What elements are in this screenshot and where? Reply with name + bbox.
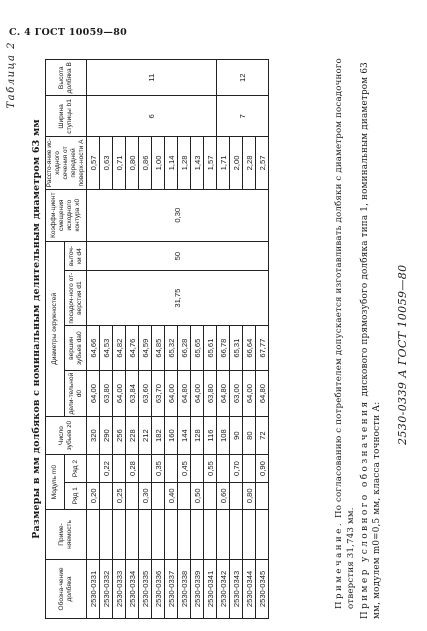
- designation-cell: 2530-0331: [87, 559, 100, 618]
- module-row1-cell: 0,20: [87, 482, 100, 509]
- distance-cell: 2,28: [243, 137, 256, 189]
- hub-width-cell: 7: [217, 96, 269, 137]
- bore-diameter-cell: 31,75: [87, 271, 269, 326]
- tip-diameter-cell: 64,82: [113, 325, 126, 370]
- teeth-cell: 90: [230, 416, 243, 455]
- distance-cell: 1,71: [217, 137, 230, 189]
- application-cell: [178, 509, 191, 559]
- pitch-diameter-cell: 63,80: [204, 371, 217, 416]
- module-row2-cell: 0,22: [100, 455, 113, 482]
- tip-diameter-cell: 66,78: [217, 325, 230, 370]
- recess-diameter-cell: 50: [87, 241, 269, 271]
- module-row2-cell: [139, 455, 152, 482]
- pitch-diameter-cell: 64,80: [178, 371, 191, 416]
- distance-cell: 0,63: [100, 137, 113, 189]
- table-caption: Размеры в мм долбяков с номинальным делительным диаметром 63 мм: [31, 119, 42, 539]
- pitch-diameter-cell: 64,00: [165, 371, 178, 416]
- header-distance: Рассто-яние ис-ходного сечения от передней поверх-ности A: [46, 138, 85, 188]
- designation-cell: 2530-0338: [178, 559, 191, 618]
- application-cell: [230, 509, 243, 559]
- tip-diameter-cell: 64,76: [126, 325, 139, 370]
- pitch-diameter-cell: 64,80: [256, 371, 269, 416]
- distance-cell: 0,57: [87, 137, 100, 189]
- table-row: [165, 60, 178, 619]
- designation-cell: 2530-0339: [191, 559, 204, 618]
- table-row: [113, 60, 126, 619]
- hub-width-cell: 6: [87, 96, 217, 137]
- application-cell: [165, 509, 178, 559]
- header-tip-diameter: вершин зубьев da0: [65, 325, 87, 370]
- designation-cell: 2530-0336: [152, 559, 165, 618]
- teeth-cell: 320: [87, 416, 100, 455]
- tip-diameter-cell: 64,66: [87, 325, 100, 370]
- header-diameters: Диаметры окружностей: [46, 241, 65, 416]
- tip-diameter-cell: 65,61: [204, 325, 217, 370]
- header-teeth: Число зубьев z0: [46, 416, 87, 455]
- designation-cell: 2530-0332: [100, 559, 113, 618]
- header-bore-diameter: посадоч-ного от-верстия d1: [65, 271, 87, 326]
- table-row: [217, 60, 230, 619]
- header-coefficient: Коэффи-циент смещения исходного контура x0: [46, 189, 87, 241]
- header-module: Модуль m0: [46, 455, 65, 510]
- application-cell: [191, 509, 204, 559]
- tip-diameter-cell: 67,77: [256, 325, 269, 370]
- application-cell: [256, 509, 269, 559]
- teeth-cell: 290: [100, 416, 113, 455]
- module-row2-cell: 0,28: [126, 455, 139, 482]
- module-row1-cell: [204, 482, 217, 509]
- designation-cell: 2530-0344: [243, 559, 256, 618]
- dimensions-table: [45, 59, 269, 619]
- tip-diameter-cell: 65,32: [165, 325, 178, 370]
- teeth-cell: 144: [178, 416, 191, 455]
- designation-string: 2530-0339 А ГОСТ 10059—80: [396, 264, 409, 445]
- designation-example: [359, 59, 383, 619]
- page-header: С. 4 ГОСТ 10059—80: [9, 27, 128, 38]
- header-designation: Обозна-чение долбяка: [46, 559, 87, 618]
- table-row: [87, 60, 100, 619]
- pitch-diameter-cell: 63,84: [126, 371, 139, 416]
- pitch-diameter-cell: 64,00: [243, 371, 256, 416]
- header-height: Высота долбяка B: [46, 60, 87, 96]
- module-row2-cell: [165, 455, 178, 482]
- module-row1-cell: [100, 482, 113, 509]
- distance-cell: 1,14: [165, 137, 178, 189]
- distance-cell: 1,28: [178, 137, 191, 189]
- module-row1-cell: 0,25: [113, 482, 126, 509]
- pitch-diameter-cell: 64,00: [113, 371, 126, 416]
- pitch-diameter-cell: 63,00: [230, 371, 243, 416]
- rotated-content: [2, 35, 424, 625]
- module-row2-cell: [243, 455, 256, 482]
- application-cell: [217, 509, 230, 559]
- table-row: [191, 60, 204, 619]
- module-row1-cell: 0,60: [217, 482, 230, 509]
- module-row2-cell: 0,55: [204, 455, 217, 482]
- distance-cell: 2,57: [256, 137, 269, 189]
- note-lead: Примечание.: [334, 520, 344, 609]
- tip-diameter-cell: 64,85: [152, 325, 165, 370]
- teeth-cell: 212: [139, 416, 152, 455]
- example-text: дискового прямозубого долбяка типа 1, номинальным диаметром 63 мм, модулем m0=0,5 мм, класса точности А:: [360, 62, 382, 619]
- tip-diameter-cell: 66,64: [243, 325, 256, 370]
- pitch-diameter-cell: 64,00: [191, 371, 204, 416]
- teeth-cell: 108: [217, 416, 230, 455]
- header-row-2: Ряд 2: [65, 455, 87, 482]
- application-cell: [100, 509, 113, 559]
- header-recess-diameter: выточ-ки d4: [65, 241, 87, 271]
- distance-cell: 0,71: [113, 137, 126, 189]
- table-row: [139, 60, 152, 619]
- pitch-diameter-cell: 64,80: [217, 371, 230, 416]
- pitch-diameter-cell: 63,60: [139, 371, 152, 416]
- distance-cell: 1,57: [204, 137, 217, 189]
- teeth-cell: 128: [191, 416, 204, 455]
- designation-cell: 2530-0341: [204, 559, 217, 618]
- teeth-cell: 72: [256, 416, 269, 455]
- module-row1-cell: [256, 482, 269, 509]
- teeth-cell: 228: [126, 416, 139, 455]
- module-row1-cell: 0,30: [139, 482, 152, 509]
- teeth-cell: 80: [243, 416, 256, 455]
- module-row1-cell: 0,80: [243, 482, 256, 509]
- table-row: [100, 60, 113, 619]
- teeth-cell: 116: [204, 416, 217, 455]
- teeth-cell: 182: [152, 416, 165, 455]
- module-row1-cell: 0,50: [191, 482, 204, 509]
- module-row2-cell: [113, 455, 126, 482]
- pitch-diameter-cell: 63,70: [152, 371, 165, 416]
- distance-cell: 1,00: [152, 137, 165, 189]
- designation-cell: 2530-0334: [126, 559, 139, 618]
- module-row2-cell: [191, 455, 204, 482]
- pitch-diameter-cell: 64,00: [87, 371, 100, 416]
- module-row2-cell: 0,35: [152, 455, 165, 482]
- table-row: [178, 60, 191, 619]
- application-cell: [139, 509, 152, 559]
- table-row: [256, 60, 269, 619]
- coefficient-cell: 0,30: [87, 189, 269, 241]
- example-lead: Пример условного обозначения: [360, 399, 370, 619]
- tip-diameter-cell: 65,31: [230, 325, 243, 370]
- module-row1-cell: 0,40: [165, 482, 178, 509]
- application-cell: [87, 509, 100, 559]
- designation-cell: 2530-0343: [230, 559, 243, 618]
- table-row: [243, 60, 256, 619]
- distance-cell: 1,43: [191, 137, 204, 189]
- designation-cell: 2530-0333: [113, 559, 126, 618]
- distance-cell: 2,00: [230, 137, 243, 189]
- table-row: [126, 60, 139, 619]
- distance-cell: 0,86: [139, 137, 152, 189]
- module-row1-cell: [230, 482, 243, 509]
- module-row2-cell: 0,70: [230, 455, 243, 482]
- module-row2-cell: [87, 455, 100, 482]
- designation-cell: 2530-0335: [139, 559, 152, 618]
- module-row2-cell: 0,90: [256, 455, 269, 482]
- teeth-cell: 160: [165, 416, 178, 455]
- height-cell: 12: [217, 60, 269, 96]
- module-row2-cell: [217, 455, 230, 482]
- tip-diameter-cell: 64,53: [100, 325, 113, 370]
- application-cell: [113, 509, 126, 559]
- header-row-1: Ряд 1: [65, 482, 87, 509]
- distance-cell: 0,80: [126, 137, 139, 189]
- tip-diameter-cell: 65,65: [191, 325, 204, 370]
- tip-diameter-cell: 64,59: [139, 325, 152, 370]
- pitch-diameter-cell: 63,80: [100, 371, 113, 416]
- tip-diameter-cell: 66,28: [178, 325, 191, 370]
- application-cell: [204, 509, 217, 559]
- application-cell: [126, 509, 139, 559]
- table-row: [204, 60, 217, 619]
- header-hub-width: Ширина ступицы b1: [46, 96, 87, 137]
- table-row: [230, 60, 243, 619]
- table-note: [333, 49, 357, 609]
- table-row: [152, 60, 165, 619]
- module-row1-cell: [152, 482, 165, 509]
- application-cell: [152, 509, 165, 559]
- note-text: По согласованию с потребителем допускается изготавливать долбяки с диаметром посадочного отверстия 31,743 мм.: [334, 58, 356, 609]
- designation-cell: 2530-0345: [256, 559, 269, 618]
- designation-cell: 2530-0342: [217, 559, 230, 618]
- table-title: Таблица 2: [6, 41, 17, 109]
- designation-cell: 2530-0337: [165, 559, 178, 618]
- module-row1-cell: [178, 482, 191, 509]
- module-row2-cell: 0,45: [178, 455, 191, 482]
- module-row1-cell: [126, 482, 139, 509]
- header-pitch-diameter: дели-тельной d0: [65, 371, 87, 416]
- application-cell: [243, 509, 256, 559]
- teeth-cell: 256: [113, 416, 126, 455]
- height-cell: 11: [87, 60, 217, 96]
- header-application: Приме-няемость: [46, 509, 87, 559]
